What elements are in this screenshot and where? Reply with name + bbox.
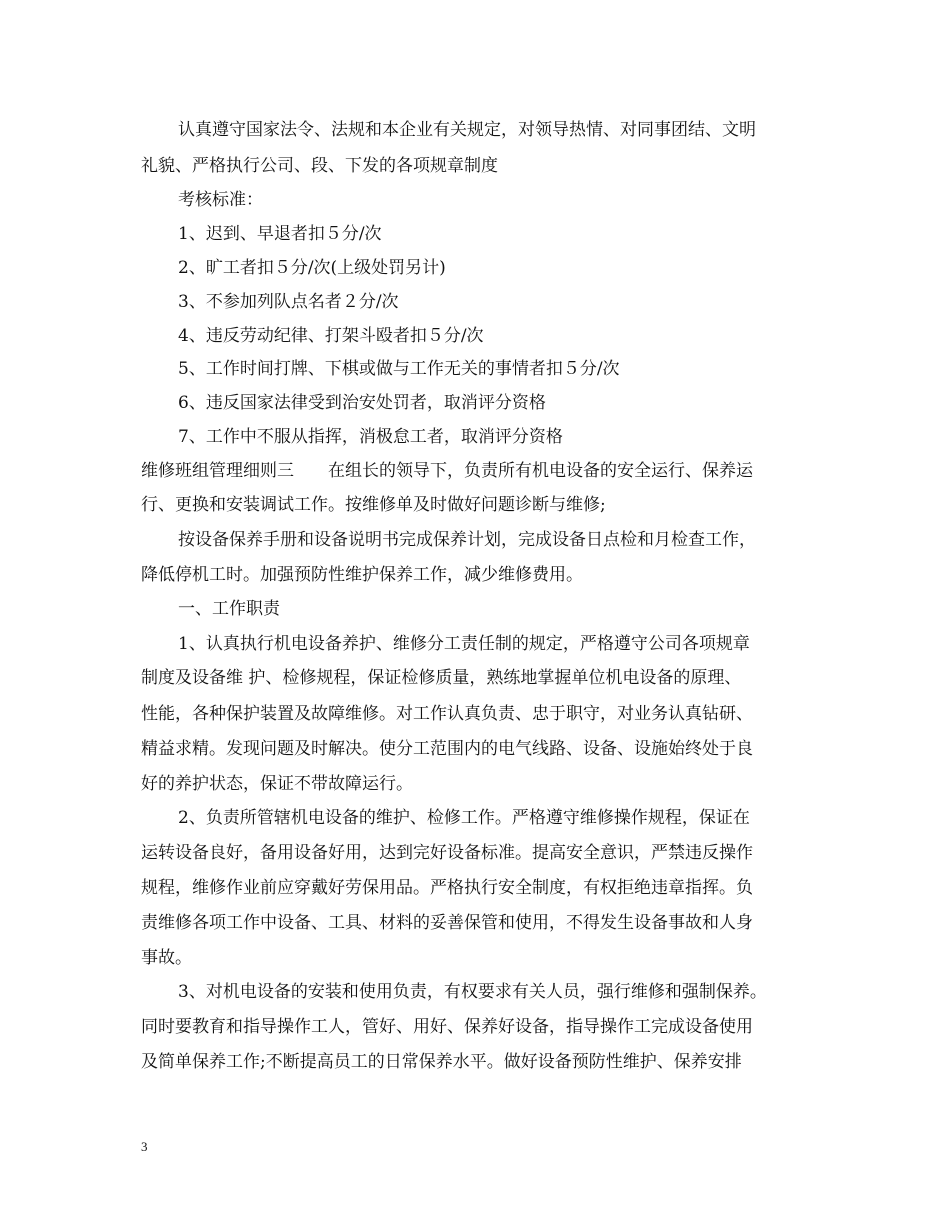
paragraph-line: 及简单保养工作;不断提高员工的日常保养水平。做好设备预防性维护、保养安排	[141, 1052, 742, 1072]
assessment-heading: 考核标准：	[178, 190, 263, 210]
section-title-line: 维修班组管理细则三 在组长的领导下，负责所有机电设备的安全运行、保养运	[141, 461, 753, 481]
paragraph-line: 按设备保养手册和设备说明书完成保养计划，完成设备日点检和月检查工作，	[178, 530, 756, 550]
rule-item: 3、不参加列队点名者２分/次	[178, 292, 399, 312]
paragraph-line: 责维修各项工作中设备、工具、材料的妥善保管和使用，不得发生设备事故和人身	[141, 913, 753, 933]
paragraph-line: 好的养护状态，保证不带故障运行。	[141, 774, 413, 794]
rule-item: 2、旷工者扣５分/次(上级处罚另计)	[178, 258, 446, 278]
paragraph-line: 运转设备良好，备用设备好用，达到完好设备标准。提高安全意识，严禁违反操作	[141, 843, 753, 863]
rule-item: 6、违反国家法律受到治安处罚者，取消评分资格	[178, 393, 546, 413]
rule-item: 7、工作中不服从指挥，消极怠工者，取消评分资格	[178, 427, 563, 447]
paragraph-line: 2、负责所管辖机电设备的维护、检修工作。严格遵守维修操作规程，保证在	[178, 808, 750, 828]
rule-item: 5、工作时间打牌、下棋或做与工作无关的事情者扣５分/次	[178, 359, 620, 379]
paragraph-line: 规程，维修作业前应穿戴好劳保用品。严格执行安全制度，有权拒绝违章指挥。负	[141, 878, 753, 898]
page-number: 3	[141, 1139, 148, 1154]
paragraph-line: 行、更换和安装调试工作。按维修单及时做好问题诊断与维修;	[141, 495, 606, 515]
rule-item: 4、违反劳动纪律、打架斗殴者扣５分/次	[178, 326, 484, 346]
paragraph-line: 3、对机电设备的安装和使用负责，有权要求有关人员，强行维修和强制保养。	[178, 982, 767, 1002]
paragraph-line: 事故。	[141, 948, 192, 968]
paragraph-line: 礼貌、严格执行公司、段、下发的各项规章制度	[141, 156, 498, 176]
duties-heading: 一、工作职责	[178, 599, 280, 619]
rule-item: 1、迟到、早退者扣５分/次	[178, 224, 382, 244]
paragraph-line: 制度及设备维 护、检修规程，保证检修质量，熟练地掌握单位机电设备的原理、	[141, 668, 742, 688]
paragraph-line: 1、认真执行机电设备养护、维修分工责任制的规定，严格遵守公司各项规章	[178, 634, 750, 654]
paragraph-line: 同时要教育和指导操作工人，管好、用好、保养好设备，指导操作工完成设备使用	[141, 1017, 753, 1037]
paragraph-line: 性能，各种保护装置及故障维修。对工作认真负责、忠于职守，对业务认真钻研、	[141, 704, 753, 724]
paragraph-line: 降低停机工时。加强预防性维护保养工作，减少维修费用。	[141, 565, 583, 585]
paragraph-line: 认真遵守国家法令、法规和本企业有关规定，对领导热情、对同事团结、文明	[178, 120, 756, 140]
paragraph-line: 精益求精。发现问题及时解决。使分工范围内的电气线路、设备、设施始终处于良	[141, 739, 753, 759]
